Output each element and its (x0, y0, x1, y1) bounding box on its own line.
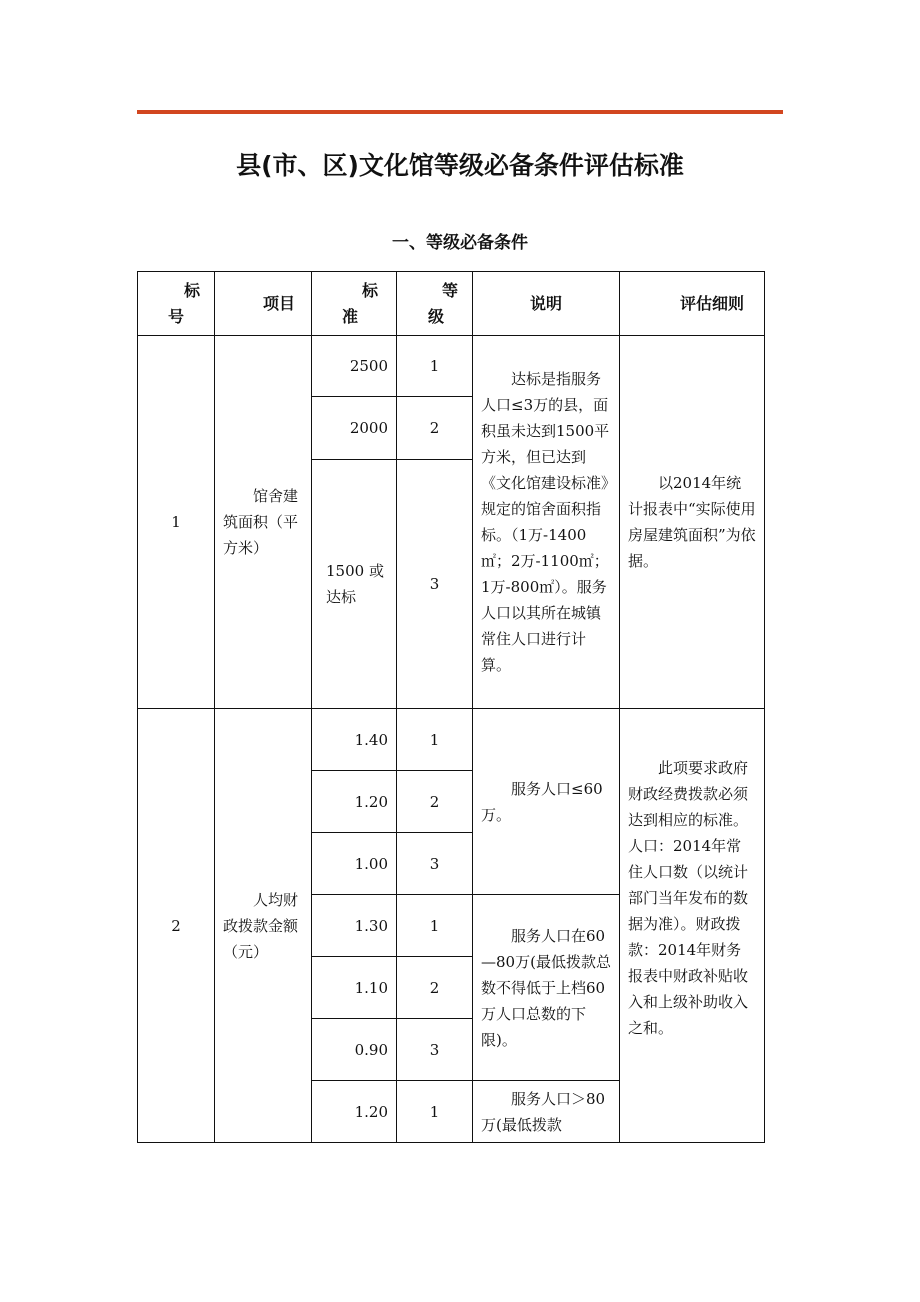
row2-description-b: 服务人口在60—80万(最低拨款总数不得低于上档60万人口总数的下限)。 (473, 895, 620, 1081)
table-header-row (138, 272, 765, 336)
header-rule (137, 110, 783, 114)
row1-grade-3: 3 (397, 460, 473, 709)
header-standard: 标 准 (312, 272, 397, 336)
row2-std-4: 1.30 (312, 895, 397, 957)
table-row (138, 709, 765, 771)
row1-grade-2: 2 (397, 397, 473, 460)
row1-grade-1: 1 (397, 336, 473, 397)
row2-grade-6: 3 (397, 1019, 473, 1081)
row2-grade-3: 3 (397, 833, 473, 895)
row1-no: 1 (138, 336, 215, 709)
header-item: 项目 (215, 272, 312, 336)
header-description: 说明 (473, 272, 620, 336)
row2-item: 人均财政拨款金额（元） (215, 709, 312, 1143)
table-row (138, 336, 765, 397)
row1-std-3: 1500 或达标 (312, 460, 397, 709)
row2-detail: 此项要求政府财政经费拨款必须达到相应的标准。人口：2014年常住人口数（以统计部门当年发布的数据为准）。财政拨款：2014年财务报表中财政补贴收入和上级补助收入之和。 (620, 709, 765, 1143)
section-heading: 一、等级必备条件 (392, 233, 528, 253)
row2-std-7: 1.20 (312, 1081, 397, 1143)
row1-item: 馆舍建筑面积（平方米） (215, 336, 312, 709)
standards-table (137, 271, 765, 1143)
row2-std-6: 0.90 (312, 1019, 397, 1081)
row2-std-5: 1.10 (312, 957, 397, 1019)
row1-std-1: 2500 (312, 336, 397, 397)
row2-std-3: 1.00 (312, 833, 397, 895)
row1-description: 达标是指服务人口≤3万的县，面积虽未达到1500平方米，但已达到《文化馆建设标准》规定的馆舍面积指标。（1万-1400㎡；2万-1100㎡；1万-800㎡）。服务人口以其所在城镇常住人口进行计算。 (473, 336, 620, 709)
header-no: 标 号 (138, 272, 215, 336)
row2-grade-7: 1 (397, 1081, 473, 1143)
row2-no: 2 (138, 709, 215, 1143)
row2-grade-2: 2 (397, 771, 473, 833)
row2-grade-5: 2 (397, 957, 473, 1019)
row2-grade-4: 1 (397, 895, 473, 957)
row2-description-a: 服务人口≤60万。 (473, 709, 620, 895)
header-detail: 评估细则 (620, 272, 765, 336)
row2-description-c: 服务人口＞80万(最低拨款 (473, 1081, 620, 1143)
document-title: 县(市、区)文化馆等级必备条件评估标准 (236, 151, 684, 180)
header-grade: 等 级 (397, 272, 473, 336)
row2-std-2: 1.20 (312, 771, 397, 833)
row2-grade-1: 1 (397, 709, 473, 771)
row1-detail: 以2014年统计报表中“实际使用房屋建筑面积”为依据。 (620, 336, 765, 709)
row2-std-1: 1.40 (312, 709, 397, 771)
row1-std-2: 2000 (312, 397, 397, 460)
